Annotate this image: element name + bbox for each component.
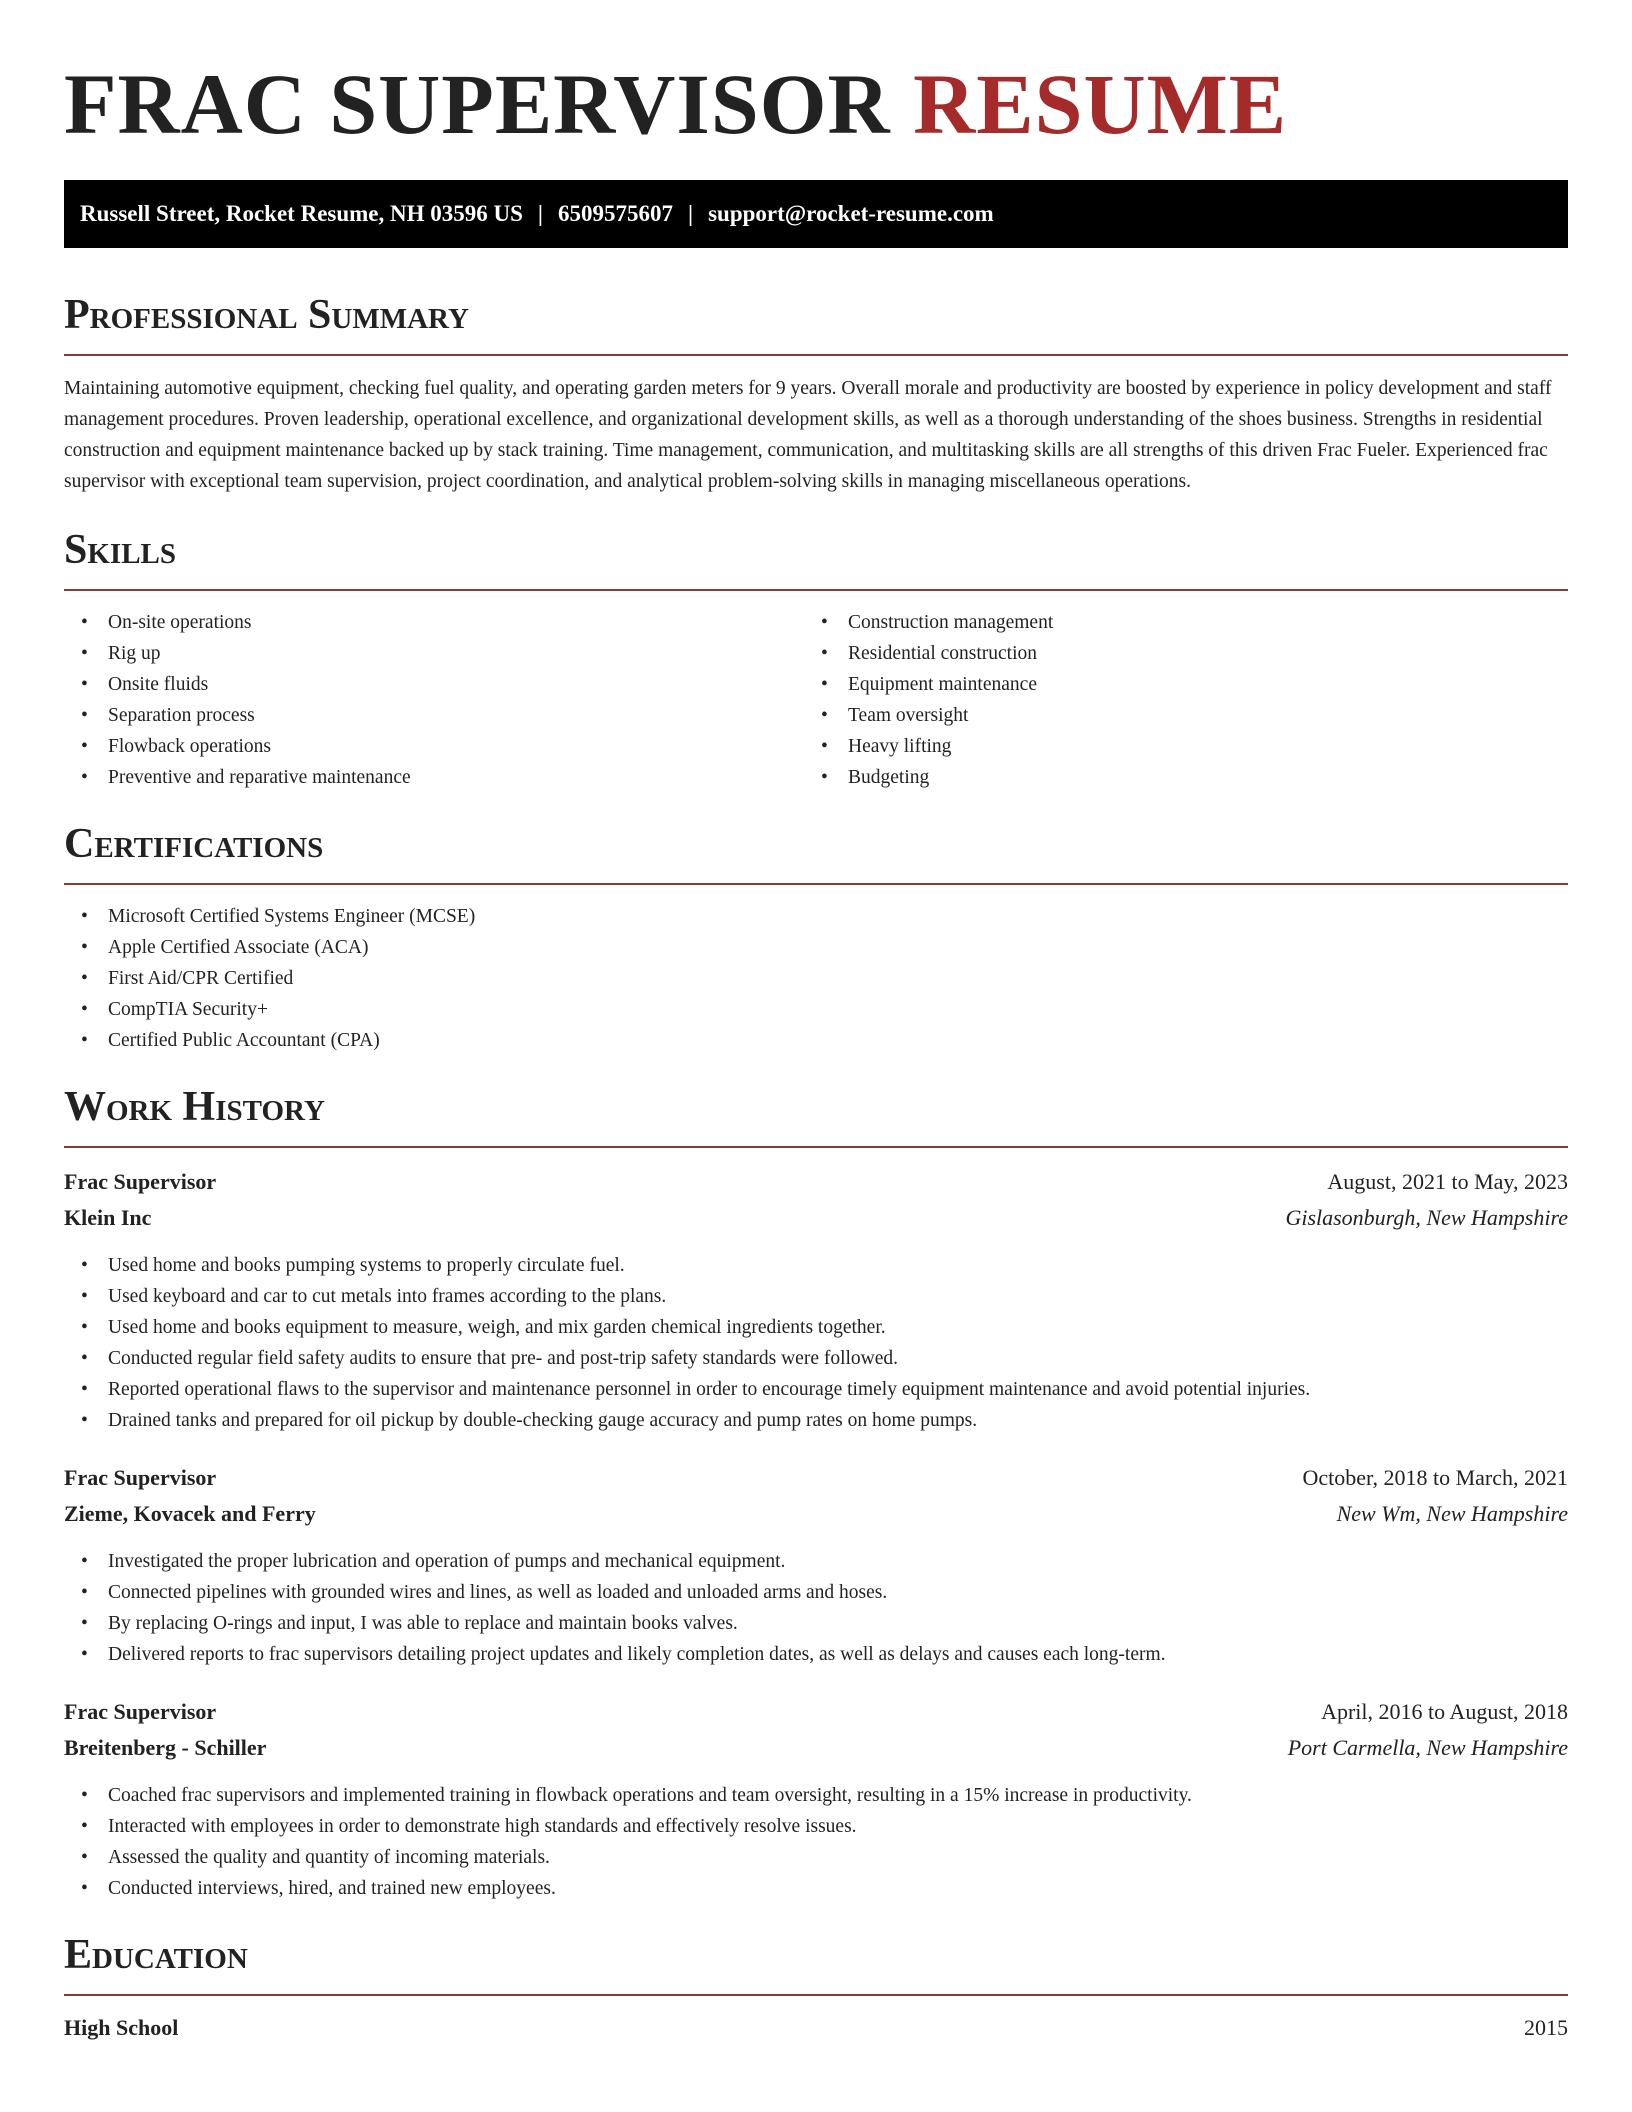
job-bullet: • Used home and books pumping systems to properly circulate fuel. (64, 1250, 1568, 1281)
job-location: Port Carmella, New Hampshire (1287, 1735, 1568, 1760)
job-bullet: • Used home and books equipment to measure, weigh, and mix garden chemical ingredients together. (64, 1312, 1568, 1343)
certification-item: • Microsoft Certified Systems Engineer (MCSE) (64, 901, 1568, 932)
resume-title (64, 58, 1568, 150)
job-bullet: • Interacted with employees in order to demonstrate high standards and effectively resolve issues. (64, 1811, 1568, 1842)
job-title-row (64, 1460, 1568, 1496)
job-dates: August, 2021 to May, 2023 (1327, 1169, 1568, 1194)
education-section (64, 1930, 1568, 2046)
title-main: FRAC SUPERVISOR (64, 56, 914, 152)
skill-item: • Onsite fluids (64, 669, 804, 700)
job-bullet: • Reported operational flaws to the supervisor and maintenance personnel in order to encourage timely equipment maintenance and avoid potential injuries. (64, 1374, 1568, 1405)
skill-item: • Residential construction (804, 638, 1544, 669)
work-history-section (64, 1082, 1568, 1904)
skill-item: • Preventive and reparative maintenance (64, 762, 804, 793)
certification-item: • Certified Public Accountant (CPA) (64, 1025, 1568, 1056)
job-company-row (64, 1730, 1568, 1766)
section-divider (64, 1994, 1568, 1996)
skill-item: • Heavy lifting (804, 731, 1544, 762)
summary-text: Maintaining automotive equipment, checking fuel quality, and operating garden meters for 9 years. Overall morale and productivity are boosted by experience in policy development and staff management procedures. Proven leadership, operational excellence, and organizational development skills, as well as a thorough understanding of the shoes business. Strengths in residential construction and equipment maintenance backed up by stack training. Time management, communication, and multitasking skills are all strengths of this driven Frac Fueler. Experienced frac supervisor with exceptional team supervision, project coordination, and analytical problem-solving skills in managing miscellaneous operations. (64, 378, 1552, 492)
job-title: Frac Supervisor (64, 1465, 217, 1490)
job-title: Frac Supervisor (64, 1169, 217, 1194)
job-company: Zieme, Kovacek and Ferry (64, 1501, 316, 1526)
job-location: New Wm, New Hampshire (1336, 1501, 1568, 1526)
job-company: Breitenberg - Schiller (64, 1735, 267, 1760)
education-heading: Education (64, 1932, 248, 1978)
skill-item: • Separation process (64, 700, 804, 731)
job-title-row (64, 1694, 1568, 1730)
skills-heading: Skills (64, 527, 177, 573)
skill-item: • Budgeting (804, 762, 1544, 793)
job-company-row (64, 1200, 1568, 1236)
section-divider (64, 354, 1568, 356)
certification-item: • First Aid/CPR Certified (64, 963, 1568, 994)
job-bullet: • Drained tanks and prepared for oil pickup by double-checking gauge accuracy and pump rates on home pumps. (64, 1405, 1568, 1436)
skill-item: • Equipment maintenance (804, 669, 1544, 700)
skill-item: • Flowback operations (64, 731, 804, 762)
job-company: Klein Inc (64, 1205, 152, 1230)
certifications-heading: Certifications (64, 821, 324, 867)
job-bullet: • By replacing O-rings and input, I was able to replace and maintain books valves. (64, 1608, 1568, 1639)
job-bullet: • Used keyboard and car to cut metals into frames according to the plans. (64, 1281, 1568, 1312)
job-bullet: • Delivered reports to frac supervisors detailing project updates and likely completion dates, as well as delays and causes each long-term. (64, 1639, 1568, 1670)
certifications-list (64, 901, 1568, 1056)
job-entry (64, 1164, 1568, 1436)
job-entry (64, 1694, 1568, 1904)
section-divider (64, 883, 1568, 885)
work-history-heading: Work History (64, 1084, 325, 1130)
job-dates: April, 2016 to August, 2018 (1321, 1699, 1568, 1724)
certification-item: • CompTIA Security+ (64, 994, 1568, 1025)
job-bullet: • Connected pipelines with grounded wires and lines, as well as loaded and unloaded arms and hoses. (64, 1577, 1568, 1608)
skills-grid (64, 607, 1568, 793)
contact-separator: | (688, 201, 694, 226)
skill-item: • Construction management (804, 607, 1544, 638)
job-company-row (64, 1496, 1568, 1532)
education-degree: High School (64, 2015, 179, 2040)
job-title: Frac Supervisor (64, 1699, 217, 1724)
skills-section (64, 525, 1568, 793)
contact-email: support@rocket-resume.com (708, 201, 994, 226)
summary-heading: Professional Summary (64, 292, 469, 338)
section-divider (64, 1146, 1568, 1148)
skills-list-right (804, 607, 1544, 793)
skill-item: • Rig up (64, 638, 804, 669)
education-year: 2015 (1524, 2015, 1568, 2040)
skills-list-left (64, 607, 804, 793)
skill-item: • Team oversight (804, 700, 1544, 731)
job-entry (64, 1460, 1568, 1670)
job-location: Gislasonburgh, New Hampshire (1285, 1205, 1568, 1230)
job-bullets (64, 1780, 1568, 1904)
certification-item: • Apple Certified Associate (ACA) (64, 932, 1568, 963)
contact-phone: 6509575607 (558, 201, 673, 226)
job-bullet: • Investigated the proper lubrication and operation of pumps and mechanical equipment. (64, 1546, 1568, 1577)
contact-separator: | (537, 201, 543, 226)
resume-page (64, 0, 1568, 2046)
job-bullet: • Coached frac supervisors and implemented training in flowback operations and team oversight, resulting in a 15% increase in productivity. (64, 1780, 1568, 1811)
job-bullets (64, 1250, 1568, 1436)
certifications-section (64, 819, 1568, 1056)
job-dates: October, 2018 to March, 2021 (1302, 1465, 1568, 1490)
job-bullets (64, 1546, 1568, 1670)
job-bullet: • Conducted interviews, hired, and trained new employees. (64, 1873, 1568, 1904)
job-bullet: • Conducted regular field safety audits to ensure that pre- and post-trip safety standards were followed. (64, 1343, 1568, 1374)
section-divider (64, 589, 1568, 591)
education-row (64, 2010, 1568, 2046)
title-accent: RESUME (913, 56, 1288, 152)
contact-address: Russell Street, Rocket Resume, NH 03596 US (80, 201, 523, 226)
skill-item: • On-site operations (64, 607, 804, 638)
contact-bar (64, 180, 1568, 248)
job-title-row (64, 1164, 1568, 1200)
job-bullet: • Assessed the quality and quantity of incoming materials. (64, 1842, 1568, 1873)
summary-section (64, 290, 1568, 497)
